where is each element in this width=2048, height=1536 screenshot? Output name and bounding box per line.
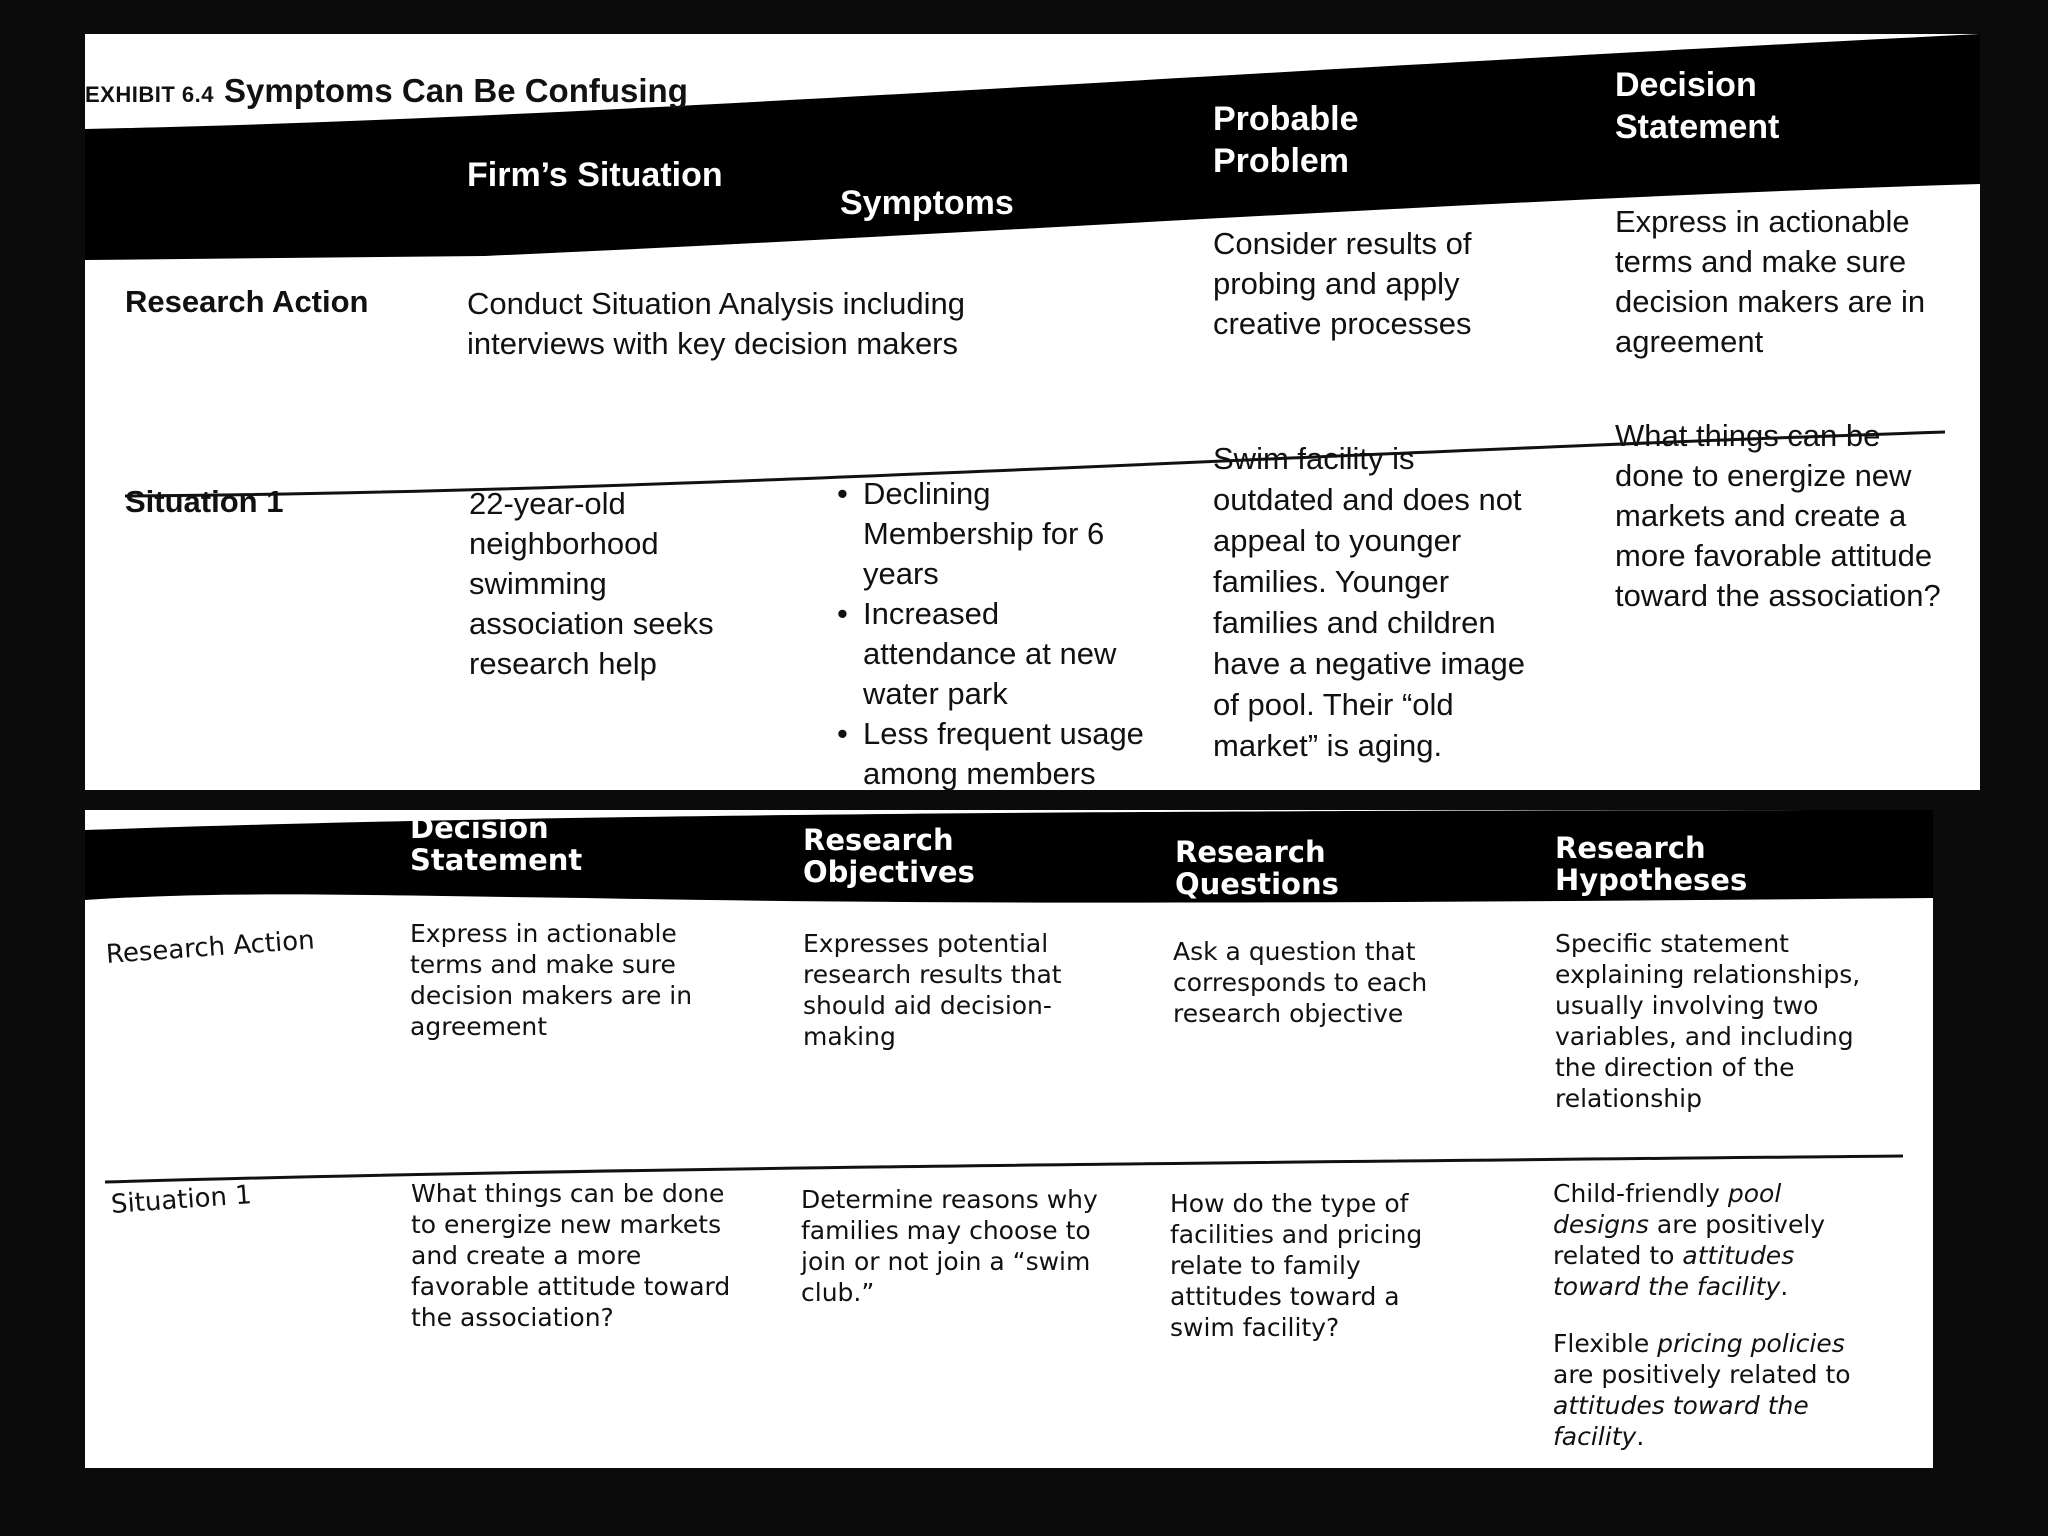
exhibit-table-bottom bbox=[85, 810, 1933, 1468]
header-research-questions: Research Questions bbox=[1175, 835, 1339, 901]
cell-research-hypotheses bbox=[1553, 1178, 1883, 1468]
header-probable-problem: Probable Problem bbox=[1213, 100, 1359, 180]
cell-research-objectives: Determine reasons why families may choose to join or not join a “swim club.” bbox=[801, 1185, 1098, 1307]
header-decision-statement: Decision Statement bbox=[1615, 66, 1780, 146]
cell-hypotheses-action: Specific statement explaining relationships, usually involving two variables, and including the direction of the relationship bbox=[1555, 929, 1861, 1113]
row-label-research-action: Research Action bbox=[125, 284, 369, 319]
symptom-item: • Increased attendance at new water park bbox=[837, 594, 1147, 714]
exhibit-label: EXHIBIT 6.4 bbox=[85, 82, 214, 107]
cell-objectives-action: Expresses potential research results that should aid decision-making bbox=[803, 929, 1062, 1051]
cell-decision-statement: What things can be done to energize new markets and create a more favorable attitude toward the association? bbox=[1615, 418, 1941, 613]
header-symptoms: Symptoms bbox=[840, 184, 1014, 222]
header-decision-statement-2: Decision Statement bbox=[410, 811, 583, 877]
exhibit-title: Symptoms Can Be Confusing bbox=[223, 72, 688, 109]
row-label-research-action-2: Research Action bbox=[105, 925, 316, 970]
row-label-situation-1-2: Situation 1 bbox=[110, 1180, 253, 1220]
cell-research-questions: How do the type of facilities and pricing relate to family attitudes toward a swim facility? bbox=[1170, 1189, 1423, 1342]
cell-decision-action-2: Express in actionable terms and make sure decision makers are in agreement bbox=[410, 919, 693, 1041]
header-research-objectives: Research Objectives bbox=[803, 823, 975, 889]
cell-questions-action: Ask a question that corresponds to each research objective bbox=[1173, 937, 1428, 1028]
symptom-item: • Less frequent usage among members bbox=[837, 714, 1147, 790]
cell-decision-statement-2: What things can be done to energize new markets and create a more favorable attitude toward the association? bbox=[411, 1179, 731, 1332]
symptoms-list bbox=[837, 474, 1147, 790]
hypothesis-2: Flexible pricing policies are positively related to attitudes toward the facility. bbox=[1553, 1329, 1851, 1451]
row-label-situation-1: Situation 1 bbox=[125, 484, 284, 519]
header-research-hypotheses: Research Hypotheses bbox=[1555, 831, 1748, 897]
hypothesis-1: Child-friendly pool designs are positively related to attitudes toward the facility. bbox=[1553, 1179, 1826, 1301]
exhibit-heading bbox=[85, 72, 688, 110]
cell-firm-situation: 22-year-old neighborhood swimming association seeks research help bbox=[469, 486, 714, 681]
exhibit-table-top bbox=[85, 34, 1980, 790]
cell-decision-action: Express in actionable terms and make sure decision makers are in agreement bbox=[1615, 204, 1926, 359]
cell-probable-problem-action: Consider results of probing and apply creative processes bbox=[1213, 226, 1472, 341]
header-firms-situation: Firm’s Situation bbox=[467, 156, 723, 194]
cell-probable-problem: Swim facility is outdated and does not appeal to younger families. Younger families and children have a negative image of pool. Their “old market” is aging. bbox=[1213, 441, 1525, 763]
symptom-item: • Declining Membership for 6 years bbox=[837, 474, 1147, 594]
cell-situation-analysis: Conduct Situation Analysis including interviews with key decision makers bbox=[467, 286, 966, 361]
